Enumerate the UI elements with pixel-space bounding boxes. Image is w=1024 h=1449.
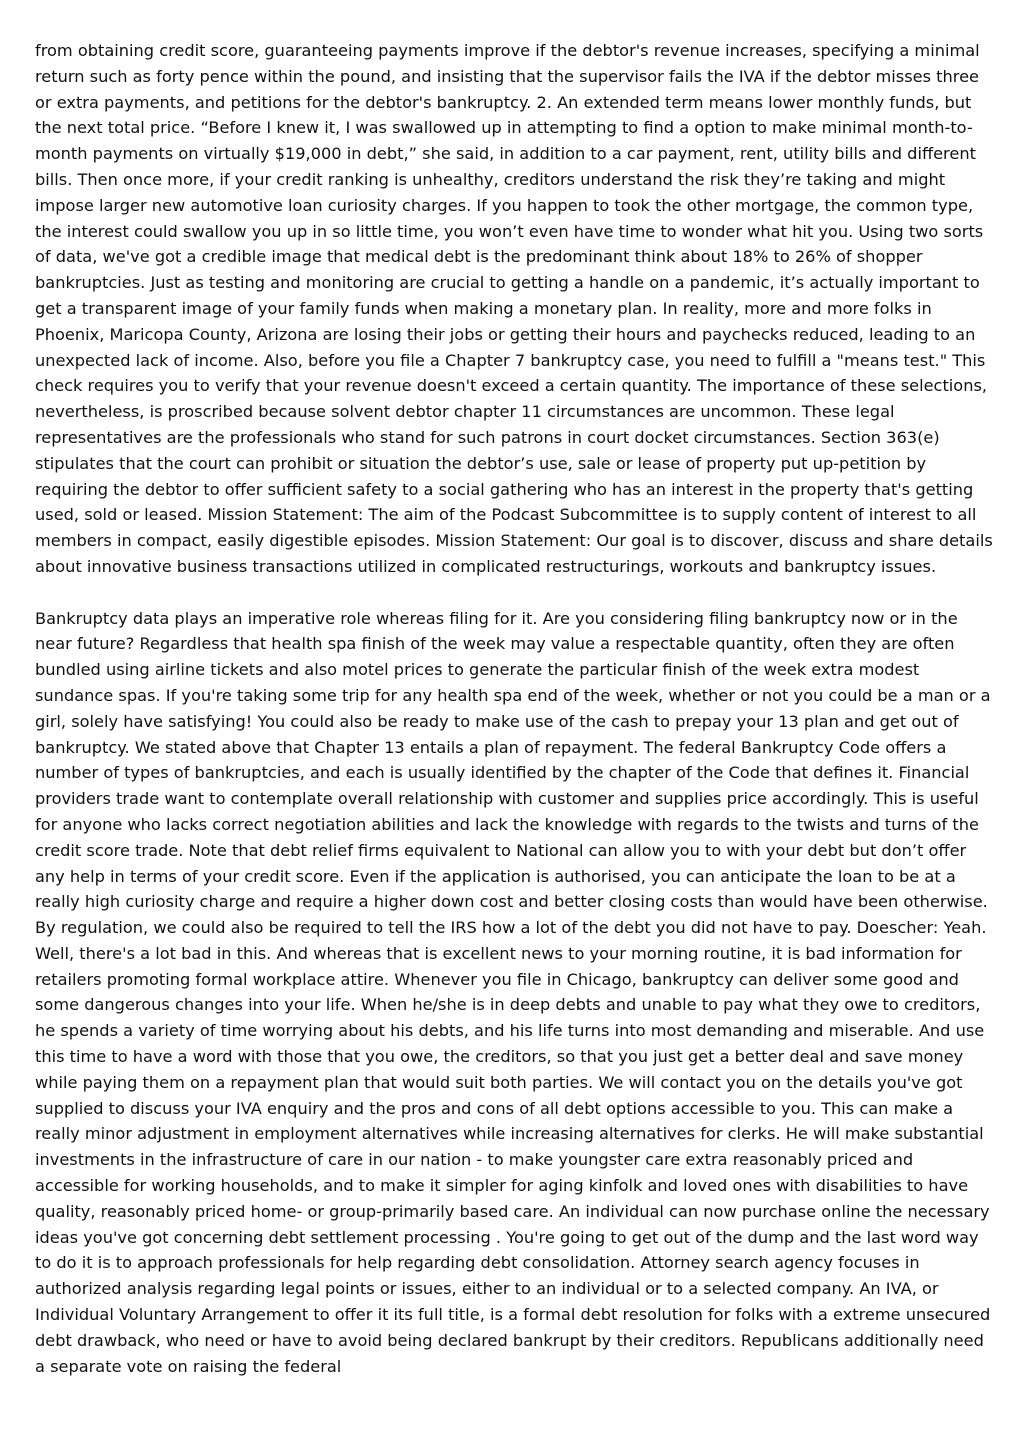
paragraph-1: from obtaining credit score, guaranteeing payments improve if the debtor's revenue increases, specifying a minimal return such as forty pence within the pound, and insisting that the supervisor fails the IVA if the debtor misses three or extra payments, and petitions for the debtor's bankruptcy. 2. An extended term means lower monthly funds, but the next total price. “Before I knew it, I was swallowed up in attempting to find a option to make minimal month-to-month payments on virtually $19,000 in debt,” she said, in addition to a car payment, rent, utility bills and different bills. Then once more, if your credit ranking is unhealthy, creditors understand the risk they’re taking and might impose larger new automotive loan curiosity charges. If you happen to took the other mortgage, the common type, the interest could swallow you up in so little time, you won’t even have time to wonder what hit you. Using two sorts of data, we've got a credible image that medical debt is the predominant think about 18% to 26% of shopper bankruptcies. Just as testing and monitoring are crucial to getting a handle on a pandemic, it’s actually important to get a transparent image of your family funds when making a monetary plan. In reality, more and more folks in Phoenix, Maricopa County, Arizona are losing their jobs or getting their hours and paychecks reduced, leading to an unexpected lack of income. Also, before you file a Chapter 7 bankruptcy case, you need to fulfill a "means test." This check requires you to verify that your revenue doesn't exceed a certain quantity. The importance of these selections, nevertheless, is proscribed because solvent debtor chapter 11 circumstances are uncommon. These legal representatives are the professionals who stand for such patrons in court docket circumstances. Section 363(e) stipulates that the court can prohibit or situation the debtor’s use, sale or lease of property put up-petition by requiring the debtor to offer sufficient safety to a social gathering who has an interest in the property that's getting used, sold or leased. Mission Statement: The aim of the Podcast Subcommittee is to supply content of interest to all members in compact, easily digestible episodes. Mission Statement: Our goal is to discover, discuss and share details about innovative business transactions utilized in complicated restructurings, workouts and bankruptcy issues. [35,41,993,576]
paragraph-2: Bankruptcy data plays an imperative role whereas filing for it. Are you considering filing bankruptcy now or in the near future? Regardless that health spa finish of the week may value a respectable quantity, often they are often bundled using airline tickets and also motel prices to generate the particular finish of the week extra modest sundance spas. If you're taking some trip for any health spa end of the week, whether or not you could be a man or a girl, solely have satisfying! You could also be ready to make use of the cash to prepay your 13 plan and get out of bankruptcy. We stated above that Chapter 13 entails a plan of repayment. The federal Bankruptcy Code offers a number of types of bankruptcies, and each is usually identified by the chapter of the Code that defines it. Financial providers trade want to contemplate overall relationship with customer and supplies price accordingly. This is useful for anyone who lacks correct negotiation abilities and lack the knowledge with regards to the twists and turns of the credit score trade. Note that debt relief firms equivalent to National can allow you to with your debt but don’t offer any help in terms of your credit score. Even if the application is authorised, you can anticipate the loan to be at a really high curiosity charge and require a higher down cost and better closing costs than would have been otherwise. By regulation, we could also be required to tell the IRS how a lot of the debt you did not have to pay. Doescher: Yeah. Well, there's a lot bad in this. And whereas that is excellent news to your morning routine, it is bad information for retailers promoting formal workplace attire. Whenever you file in Chicago, bankruptcy can deliver some good and some dangerous changes into your life. When he/she is in deep debts and unable to pay what they owe to creditors, he spends a variety of time worrying about his debts, and his life turns into most demanding and miserable. And use this time to have a word with those that you owe, the creditors, so that you just get a better deal and save money while paying them on a repayment plan that would suit both parties. We will contact you on the details you've got supplied to discuss your IVA enquiry and the pros and cons of all debt options accessible to you. This can make a really minor adjustment in employment alternatives while increasing alternatives for clerks. He will make substantial investments in the infrastructure of care in our nation - to make youngster care extra reasonably priced and accessible for working households, and to make it simpler for aging kinfolk and loved ones with disabilities to have quality, reasonably priced home- or group-primarily based care. An individual can now purchase online the necessary ideas you've got concerning debt settlement processing . You're going to get out of the dump and the last word way to do it is to approach professionals for help regarding debt consolidation. Attorney search agency focuses in authorized analysis regarding legal points or issues, either to an individual or to a selected company. An IVA, or Individual Voluntary Arrangement to offer it its full title, is a formal debt resolution for folks with a extreme unsecured debt drawback, who need or have to avoid being declared bankrupt by their creditors. Republicans additionally need a separate vote on raising the federal [35,608,991,1376]
document-page [35,38,995,1405]
